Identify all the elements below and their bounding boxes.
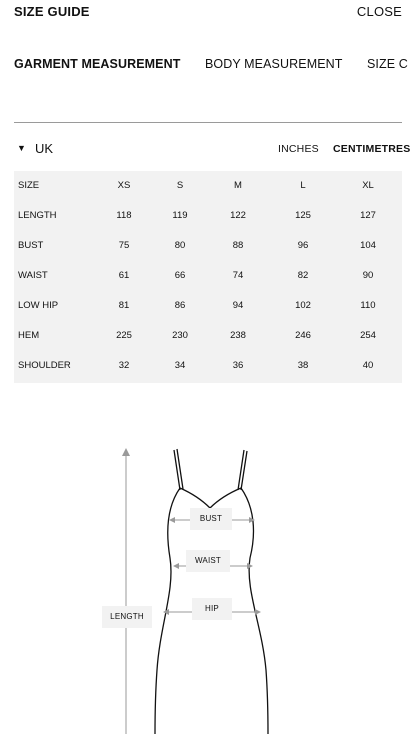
table-cell: 104: [360, 240, 376, 251]
tab-size-conversion[interactable]: SIZE C: [367, 57, 408, 71]
page-title: SIZE GUIDE: [14, 4, 90, 19]
table-cell: 81: [118, 300, 130, 311]
table-cell: 80: [174, 240, 186, 251]
table-row-label: LOW HIP: [18, 300, 59, 311]
table-cell: 38: [297, 360, 309, 371]
dress-outline: [155, 449, 268, 734]
table-cell: 96: [297, 240, 309, 251]
table-cell: 75: [118, 240, 130, 251]
close-button[interactable]: CLOSE: [356, 4, 402, 19]
tab-body-measurement[interactable]: BODY MEASUREMENT: [205, 57, 343, 71]
table-cell: 238: [230, 330, 246, 341]
bust-label: BUST: [190, 508, 232, 530]
table-cell: 82: [297, 270, 309, 281]
table-row-label: LENGTH: [18, 210, 57, 221]
table-header-cell: SIZE: [18, 180, 40, 191]
table-header-cell: XL: [362, 180, 374, 191]
hip-label: HIP: [192, 598, 232, 620]
table-row: [14, 321, 402, 351]
table-cell: 40: [362, 360, 374, 371]
divider: [14, 122, 402, 123]
table-row: [14, 201, 402, 231]
size-table: [14, 171, 402, 383]
table-row-label: WAIST: [18, 270, 48, 281]
unit-centimetres-toggle[interactable]: CENTIMETRES: [333, 143, 411, 155]
table-row-label: BUST: [18, 240, 44, 251]
measurement-tabs: [0, 57, 416, 75]
table-cell: 34: [174, 360, 186, 371]
table-row-label: HEM: [18, 330, 40, 341]
table-cell: 74: [232, 270, 244, 281]
table-header-cell: L: [300, 180, 306, 191]
table-header-cell: S: [176, 180, 184, 191]
length-label: LENGTH: [102, 606, 152, 628]
table-header-cell: XS: [117, 180, 131, 191]
table-cell: 66: [174, 270, 186, 281]
table-cell: 122: [230, 210, 246, 221]
header: [0, 0, 416, 24]
table-cell: 225: [116, 330, 132, 341]
table-cell: 125: [295, 210, 311, 221]
length-arrow: [122, 448, 130, 734]
waist-label: WAIST: [186, 550, 230, 572]
table-cell: 127: [360, 210, 376, 221]
table-row: [14, 351, 402, 381]
dress-diagram: [0, 430, 416, 734]
table-row: [14, 291, 402, 321]
table-cell: 36: [232, 360, 244, 371]
table-cell: 61: [118, 270, 130, 281]
table-cell: 246: [295, 330, 311, 341]
table-cell: 88: [232, 240, 244, 251]
table-cell: 90: [362, 270, 374, 281]
size-controls: [0, 140, 416, 160]
table-row-label: SHOULDER: [18, 360, 71, 371]
table-cell: 86: [174, 300, 186, 311]
table-header-row: [14, 171, 402, 201]
table-header-cell: M: [234, 180, 242, 191]
region-select[interactable]: UK: [35, 141, 54, 156]
table-cell: 94: [232, 300, 244, 311]
table-cell: 230: [172, 330, 188, 341]
table-cell: 118: [116, 210, 132, 221]
table-row: [14, 261, 402, 291]
tab-garment-measurement[interactable]: GARMENT MEASUREMENT: [14, 57, 181, 71]
table-row: [14, 231, 402, 261]
table-cell: 102: [295, 300, 311, 311]
table-cell: 254: [360, 330, 376, 341]
table-cell: 32: [118, 360, 130, 371]
table-cell: 110: [360, 300, 376, 311]
table-cell: 119: [172, 210, 188, 221]
caret-down-icon[interactable]: ▼: [17, 143, 26, 153]
unit-inches-toggle[interactable]: INCHES: [278, 143, 319, 155]
